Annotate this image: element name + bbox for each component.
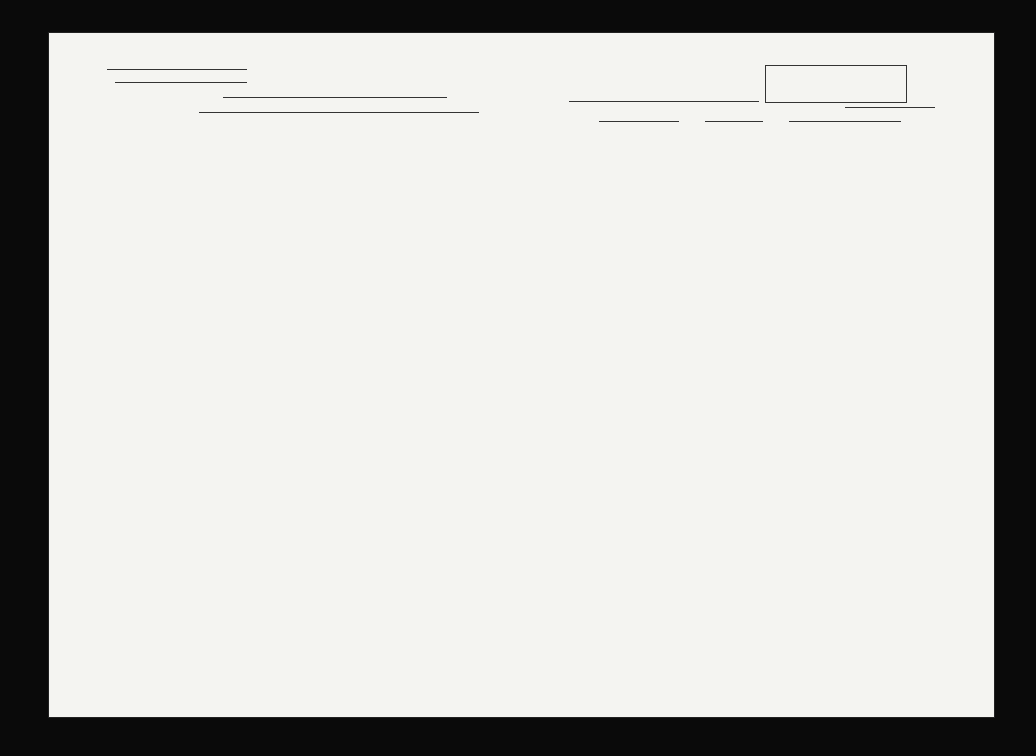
census-grid: [49, 33, 994, 717]
census-sheet: [48, 32, 995, 718]
